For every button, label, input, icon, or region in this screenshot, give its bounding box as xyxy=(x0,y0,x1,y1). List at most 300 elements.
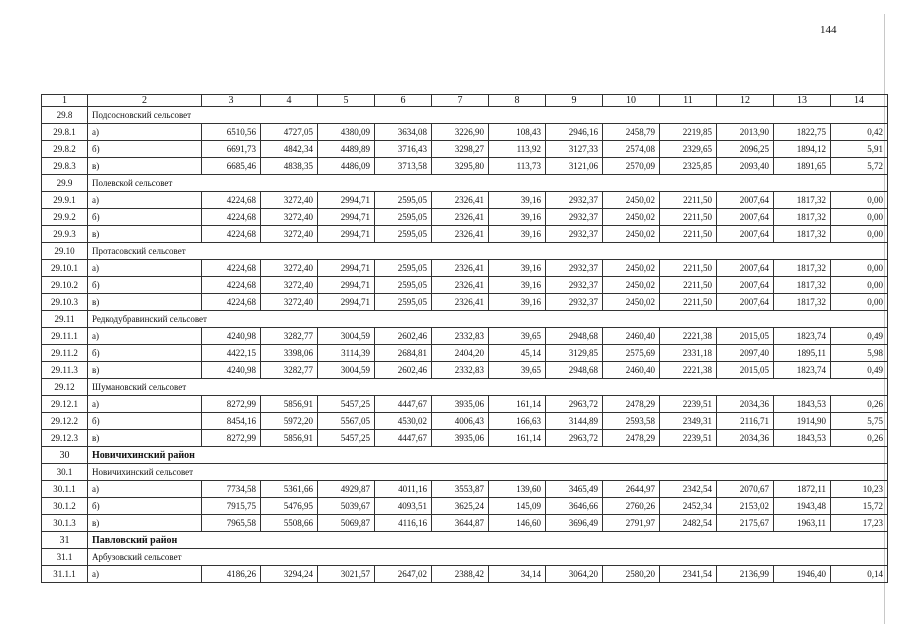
table-row xyxy=(42,192,888,209)
cell-value: 3282,77 xyxy=(261,362,318,379)
row-code: 30.1.1 xyxy=(42,481,88,498)
district-title: Новичихинский район xyxy=(88,447,888,464)
table-header-row xyxy=(42,95,888,107)
row-code: 29.11.2 xyxy=(42,345,88,362)
cell-value: 0,00 xyxy=(831,192,888,209)
cell-value: 2219,85 xyxy=(660,124,717,141)
row-variant: в) xyxy=(88,515,202,532)
cell-value: 3021,57 xyxy=(318,566,375,583)
table-row xyxy=(42,158,888,175)
council-row xyxy=(42,549,888,566)
cell-value: 4186,26 xyxy=(202,566,261,583)
table-row xyxy=(42,430,888,447)
cell-value: 3553,87 xyxy=(432,481,489,498)
cell-value: 39,16 xyxy=(489,226,546,243)
cell-value: 2211,50 xyxy=(660,226,717,243)
cell-value: 1894,12 xyxy=(774,141,831,158)
row-variant: б) xyxy=(88,141,202,158)
cell-value: 2239,51 xyxy=(660,396,717,413)
cell-value: 5,72 xyxy=(831,158,888,175)
cell-value: 39,16 xyxy=(489,192,546,209)
cell-value: 3127,33 xyxy=(546,141,603,158)
cell-value: 2450,02 xyxy=(603,192,660,209)
cell-value: 3272,40 xyxy=(261,209,318,226)
cell-value: 2096,25 xyxy=(717,141,774,158)
cell-value: 4011,16 xyxy=(375,481,432,498)
row-code: 29.12.3 xyxy=(42,430,88,447)
row-variant: в) xyxy=(88,362,202,379)
cell-value: 2211,50 xyxy=(660,209,717,226)
cell-value: 1817,32 xyxy=(774,277,831,294)
cell-value: 7734,58 xyxy=(202,481,261,498)
council-title: Новичихинский сельсовет xyxy=(88,464,888,481)
table-row xyxy=(42,328,888,345)
cell-value: 4240,98 xyxy=(202,362,261,379)
cell-value: 4447,67 xyxy=(375,396,432,413)
cell-value: 1891,65 xyxy=(774,158,831,175)
cell-value: 2116,71 xyxy=(717,413,774,430)
cell-value: 2211,50 xyxy=(660,277,717,294)
row-variant: в) xyxy=(88,430,202,447)
row-variant: б) xyxy=(88,413,202,430)
cell-value: 4093,51 xyxy=(375,498,432,515)
row-code: 29.9.1 xyxy=(42,192,88,209)
cell-value: 2211,50 xyxy=(660,294,717,311)
cell-value: 39,16 xyxy=(489,260,546,277)
cell-value: 8454,16 xyxy=(202,413,261,430)
cell-value: 3144,89 xyxy=(546,413,603,430)
cell-value: 3272,40 xyxy=(261,192,318,209)
cell-value: 2007,64 xyxy=(717,294,774,311)
cell-value: 7965,58 xyxy=(202,515,261,532)
cell-value: 10,23 xyxy=(831,481,888,498)
column-number: 8 xyxy=(489,95,546,107)
council-title: Подсосновский сельсовет xyxy=(88,107,888,124)
cell-value: 0,26 xyxy=(831,396,888,413)
cell-value: 2574,08 xyxy=(603,141,660,158)
row-code: 29.12.1 xyxy=(42,396,88,413)
cell-value: 5856,91 xyxy=(261,396,318,413)
column-number: 3 xyxy=(202,95,261,107)
table-row xyxy=(42,294,888,311)
row-variant: а) xyxy=(88,260,202,277)
row-code: 29.10 xyxy=(42,243,88,260)
cell-value: 1823,74 xyxy=(774,362,831,379)
cell-value: 2450,02 xyxy=(603,226,660,243)
district-row xyxy=(42,532,888,549)
cell-value: 4224,68 xyxy=(202,226,261,243)
cell-value: 2478,29 xyxy=(603,430,660,447)
council-row xyxy=(42,311,888,328)
column-number: 13 xyxy=(774,95,831,107)
council-title: Арбузовский сельсовет xyxy=(88,549,888,566)
cell-value: 2175,67 xyxy=(717,515,774,532)
cell-value: 2326,41 xyxy=(432,260,489,277)
cell-value: 4240,98 xyxy=(202,328,261,345)
cell-value: 2932,37 xyxy=(546,294,603,311)
table-row xyxy=(42,515,888,532)
column-number: 7 xyxy=(432,95,489,107)
cell-value: 0,00 xyxy=(831,294,888,311)
cell-value: 2575,69 xyxy=(603,345,660,362)
cell-value: 3114,39 xyxy=(318,345,375,362)
cell-value: 6510,56 xyxy=(202,124,261,141)
cell-value: 161,14 xyxy=(489,396,546,413)
cell-value: 39,65 xyxy=(489,362,546,379)
cell-value: 2994,71 xyxy=(318,294,375,311)
cell-value: 0,42 xyxy=(831,124,888,141)
cell-value: 3644,87 xyxy=(432,515,489,532)
row-variant: а) xyxy=(88,566,202,583)
row-variant: в) xyxy=(88,158,202,175)
cell-value: 2007,64 xyxy=(717,226,774,243)
cell-value: 4489,89 xyxy=(318,141,375,158)
column-number: 9 xyxy=(546,95,603,107)
cell-value: 2070,67 xyxy=(717,481,774,498)
cell-value: 2482,54 xyxy=(660,515,717,532)
cell-value: 3064,20 xyxy=(546,566,603,583)
row-code: 29.11.3 xyxy=(42,362,88,379)
cell-value: 2326,41 xyxy=(432,277,489,294)
cell-value: 3716,43 xyxy=(375,141,432,158)
cell-value: 3272,40 xyxy=(261,226,318,243)
row-code: 29.10.3 xyxy=(42,294,88,311)
column-number: 5 xyxy=(318,95,375,107)
cell-value: 5,75 xyxy=(831,413,888,430)
cell-value: 1843,53 xyxy=(774,396,831,413)
table-row xyxy=(42,362,888,379)
cell-value: 34,14 xyxy=(489,566,546,583)
row-code: 30.1 xyxy=(42,464,88,481)
cell-value: 1872,11 xyxy=(774,481,831,498)
cell-value: 4929,87 xyxy=(318,481,375,498)
row-code: 29.10.2 xyxy=(42,277,88,294)
row-code: 29.8.3 xyxy=(42,158,88,175)
table-row xyxy=(42,277,888,294)
table-row xyxy=(42,260,888,277)
cell-value: 1817,32 xyxy=(774,294,831,311)
table-row xyxy=(42,141,888,158)
cell-value: 2760,26 xyxy=(603,498,660,515)
cell-value: 3121,06 xyxy=(546,158,603,175)
cell-value: 1914,90 xyxy=(774,413,831,430)
cell-value: 2326,41 xyxy=(432,209,489,226)
cell-value: 39,16 xyxy=(489,277,546,294)
cell-value: 2595,05 xyxy=(375,294,432,311)
cell-value: 0,00 xyxy=(831,260,888,277)
cell-value: 2932,37 xyxy=(546,192,603,209)
cell-value: 2602,46 xyxy=(375,328,432,345)
council-title: Полевской сельсовет xyxy=(88,175,888,192)
cell-value: 2570,09 xyxy=(603,158,660,175)
cell-value: 2595,05 xyxy=(375,277,432,294)
cell-value: 2034,36 xyxy=(717,430,774,447)
cell-value: 2450,02 xyxy=(603,294,660,311)
cell-value: 2329,65 xyxy=(660,141,717,158)
table-row xyxy=(42,413,888,430)
council-title: Протасовский сельсовет xyxy=(88,243,888,260)
cell-value: 2211,50 xyxy=(660,260,717,277)
cell-value: 0,49 xyxy=(831,328,888,345)
cell-value: 6691,73 xyxy=(202,141,261,158)
table-row xyxy=(42,226,888,243)
cell-value: 5567,05 xyxy=(318,413,375,430)
row-code: 29.8 xyxy=(42,107,88,124)
council-title: Редкодубравинский сельсовет xyxy=(88,311,888,328)
cell-value: 2326,41 xyxy=(432,294,489,311)
cell-value: 2450,02 xyxy=(603,209,660,226)
cell-value: 5,98 xyxy=(831,345,888,362)
cell-value: 3646,66 xyxy=(546,498,603,515)
cell-value: 2341,54 xyxy=(660,566,717,583)
cell-value: 2342,54 xyxy=(660,481,717,498)
cell-value: 1817,32 xyxy=(774,226,831,243)
cell-value: 3226,90 xyxy=(432,124,489,141)
cell-value: 0,00 xyxy=(831,226,888,243)
cell-value: 4727,05 xyxy=(261,124,318,141)
column-number: 1 xyxy=(42,95,88,107)
row-code: 29.9.3 xyxy=(42,226,88,243)
cell-value: 2326,41 xyxy=(432,192,489,209)
cell-value: 2349,31 xyxy=(660,413,717,430)
cell-value: 5361,66 xyxy=(261,481,318,498)
cell-value: 3004,59 xyxy=(318,362,375,379)
row-variant: а) xyxy=(88,192,202,209)
cell-value: 4486,09 xyxy=(318,158,375,175)
cell-value: 4530,02 xyxy=(375,413,432,430)
cell-value: 3696,49 xyxy=(546,515,603,532)
cell-value: 2007,64 xyxy=(717,209,774,226)
cell-value: 2994,71 xyxy=(318,209,375,226)
cell-value: 2331,18 xyxy=(660,345,717,362)
cell-value: 4224,68 xyxy=(202,209,261,226)
cell-value: 5,91 xyxy=(831,141,888,158)
table-row xyxy=(42,498,888,515)
council-row xyxy=(42,175,888,192)
cell-value: 2007,64 xyxy=(717,192,774,209)
cell-value: 2932,37 xyxy=(546,226,603,243)
cell-value: 2595,05 xyxy=(375,209,432,226)
district-row xyxy=(42,447,888,464)
cell-value: 2332,83 xyxy=(432,328,489,345)
cell-value: 3004,59 xyxy=(318,328,375,345)
cell-value: 2221,38 xyxy=(660,362,717,379)
cell-value: 2007,64 xyxy=(717,277,774,294)
row-variant: а) xyxy=(88,328,202,345)
cell-value: 1943,48 xyxy=(774,498,831,515)
cell-value: 3298,27 xyxy=(432,141,489,158)
row-variant: б) xyxy=(88,209,202,226)
column-number: 4 xyxy=(261,95,318,107)
cell-value: 6685,46 xyxy=(202,158,261,175)
cell-value: 3634,08 xyxy=(375,124,432,141)
cell-value: 3272,40 xyxy=(261,260,318,277)
table-row xyxy=(42,209,888,226)
cell-value: 108,43 xyxy=(489,124,546,141)
cell-value: 1963,11 xyxy=(774,515,831,532)
column-number: 12 xyxy=(717,95,774,107)
cell-value: 3935,06 xyxy=(432,430,489,447)
table-row xyxy=(42,566,888,583)
cell-value: 3465,49 xyxy=(546,481,603,498)
cell-value: 4116,16 xyxy=(375,515,432,532)
cell-value: 2932,37 xyxy=(546,209,603,226)
cell-value: 5508,66 xyxy=(261,515,318,532)
cell-value: 113,92 xyxy=(489,141,546,158)
cell-value: 139,60 xyxy=(489,481,546,498)
row-variant: б) xyxy=(88,498,202,515)
cell-value: 3129,85 xyxy=(546,345,603,362)
row-variant: б) xyxy=(88,277,202,294)
cell-value: 5457,25 xyxy=(318,430,375,447)
cell-value: 2452,34 xyxy=(660,498,717,515)
cell-value: 8272,99 xyxy=(202,430,261,447)
cell-value: 2458,79 xyxy=(603,124,660,141)
cell-value: 2013,90 xyxy=(717,124,774,141)
cell-value: 3272,40 xyxy=(261,277,318,294)
row-code: 29.12 xyxy=(42,379,88,396)
cell-value: 2460,40 xyxy=(603,328,660,345)
cell-value: 5069,87 xyxy=(318,515,375,532)
row-code: 29.8.2 xyxy=(42,141,88,158)
cell-value: 2932,37 xyxy=(546,277,603,294)
cell-value: 2404,20 xyxy=(432,345,489,362)
cell-value: 3272,40 xyxy=(261,294,318,311)
cell-value: 2602,46 xyxy=(375,362,432,379)
cell-value: 2332,83 xyxy=(432,362,489,379)
cell-value: 145,09 xyxy=(489,498,546,515)
cell-value: 0,49 xyxy=(831,362,888,379)
cell-value: 3713,58 xyxy=(375,158,432,175)
cell-value: 2994,71 xyxy=(318,260,375,277)
column-number: 11 xyxy=(660,95,717,107)
row-code: 29.11.1 xyxy=(42,328,88,345)
cell-value: 2946,16 xyxy=(546,124,603,141)
cell-value: 2325,85 xyxy=(660,158,717,175)
cell-value: 2791,97 xyxy=(603,515,660,532)
cell-value: 2593,58 xyxy=(603,413,660,430)
council-row xyxy=(42,107,888,124)
table-row xyxy=(42,345,888,362)
row-variant: а) xyxy=(88,124,202,141)
cell-value: 2015,05 xyxy=(717,362,774,379)
cell-value: 2388,42 xyxy=(432,566,489,583)
cell-value: 8272,99 xyxy=(202,396,261,413)
cell-value: 17,23 xyxy=(831,515,888,532)
cell-value: 113,73 xyxy=(489,158,546,175)
row-code: 30.1.3 xyxy=(42,515,88,532)
table-row xyxy=(42,396,888,413)
row-code: 29.9 xyxy=(42,175,88,192)
cell-value: 3935,06 xyxy=(432,396,489,413)
cell-value: 2007,64 xyxy=(717,260,774,277)
cell-value: 15,72 xyxy=(831,498,888,515)
cell-value: 2460,40 xyxy=(603,362,660,379)
cell-value: 3295,80 xyxy=(432,158,489,175)
cell-value: 2948,68 xyxy=(546,328,603,345)
row-variant: а) xyxy=(88,396,202,413)
row-code: 29.10.1 xyxy=(42,260,88,277)
cell-value: 4380,09 xyxy=(318,124,375,141)
column-number: 14 xyxy=(831,95,888,107)
cell-value: 4224,68 xyxy=(202,277,261,294)
table-body xyxy=(42,95,888,583)
cell-value: 2450,02 xyxy=(603,277,660,294)
row-code: 31.1.1 xyxy=(42,566,88,583)
cell-value: 4838,35 xyxy=(261,158,318,175)
cell-value: 3625,24 xyxy=(432,498,489,515)
cell-value: 5457,25 xyxy=(318,396,375,413)
cell-value: 1822,75 xyxy=(774,124,831,141)
council-title: Шумановский сельсовет xyxy=(88,379,888,396)
cell-value: 4447,67 xyxy=(375,430,432,447)
council-row xyxy=(42,464,888,481)
row-code: 30.1.2 xyxy=(42,498,88,515)
cell-value: 0,26 xyxy=(831,430,888,447)
district-title: Павловский район xyxy=(88,532,888,549)
cell-value: 4224,68 xyxy=(202,192,261,209)
cell-value: 45,14 xyxy=(489,345,546,362)
cell-value: 2647,02 xyxy=(375,566,432,583)
column-number: 6 xyxy=(375,95,432,107)
cell-value: 4842,34 xyxy=(261,141,318,158)
cell-value: 39,16 xyxy=(489,294,546,311)
cell-value: 2963,72 xyxy=(546,396,603,413)
row-code: 31 xyxy=(42,532,88,549)
row-variant: в) xyxy=(88,294,202,311)
cell-value: 166,63 xyxy=(489,413,546,430)
row-code: 31.1 xyxy=(42,549,88,566)
row-variant: в) xyxy=(88,226,202,243)
cell-value: 5476,95 xyxy=(261,498,318,515)
cell-value: 1946,40 xyxy=(774,566,831,583)
cell-value: 4006,43 xyxy=(432,413,489,430)
cell-value: 0,00 xyxy=(831,277,888,294)
cell-value: 0,14 xyxy=(831,566,888,583)
cell-value: 3282,77 xyxy=(261,328,318,345)
cell-value: 2932,37 xyxy=(546,260,603,277)
page-number: 144 xyxy=(820,24,837,36)
cell-value: 39,16 xyxy=(489,209,546,226)
cell-value: 2948,68 xyxy=(546,362,603,379)
cell-value: 5039,67 xyxy=(318,498,375,515)
column-number: 10 xyxy=(603,95,660,107)
cell-value: 4224,68 xyxy=(202,260,261,277)
cell-value: 2994,71 xyxy=(318,192,375,209)
row-code: 30 xyxy=(42,447,88,464)
cell-value: 1817,32 xyxy=(774,260,831,277)
cell-value: 2450,02 xyxy=(603,260,660,277)
cell-value: 2097,40 xyxy=(717,345,774,362)
cell-value: 5972,20 xyxy=(261,413,318,430)
cell-value: 7915,75 xyxy=(202,498,261,515)
cell-value: 1895,11 xyxy=(774,345,831,362)
table-row xyxy=(42,124,888,141)
cell-value: 2580,20 xyxy=(603,566,660,583)
cell-value: 2994,71 xyxy=(318,277,375,294)
cell-value: 2093,40 xyxy=(717,158,774,175)
row-code: 29.9.2 xyxy=(42,209,88,226)
cell-value: 1817,32 xyxy=(774,209,831,226)
cell-value: 3294,24 xyxy=(261,566,318,583)
column-number: 2 xyxy=(88,95,202,107)
row-code: 29.8.1 xyxy=(42,124,88,141)
cell-value: 5856,91 xyxy=(261,430,318,447)
tariff-table xyxy=(41,94,888,583)
cell-value: 2478,29 xyxy=(603,396,660,413)
cell-value: 2595,05 xyxy=(375,226,432,243)
cell-value: 3398,06 xyxy=(261,345,318,362)
